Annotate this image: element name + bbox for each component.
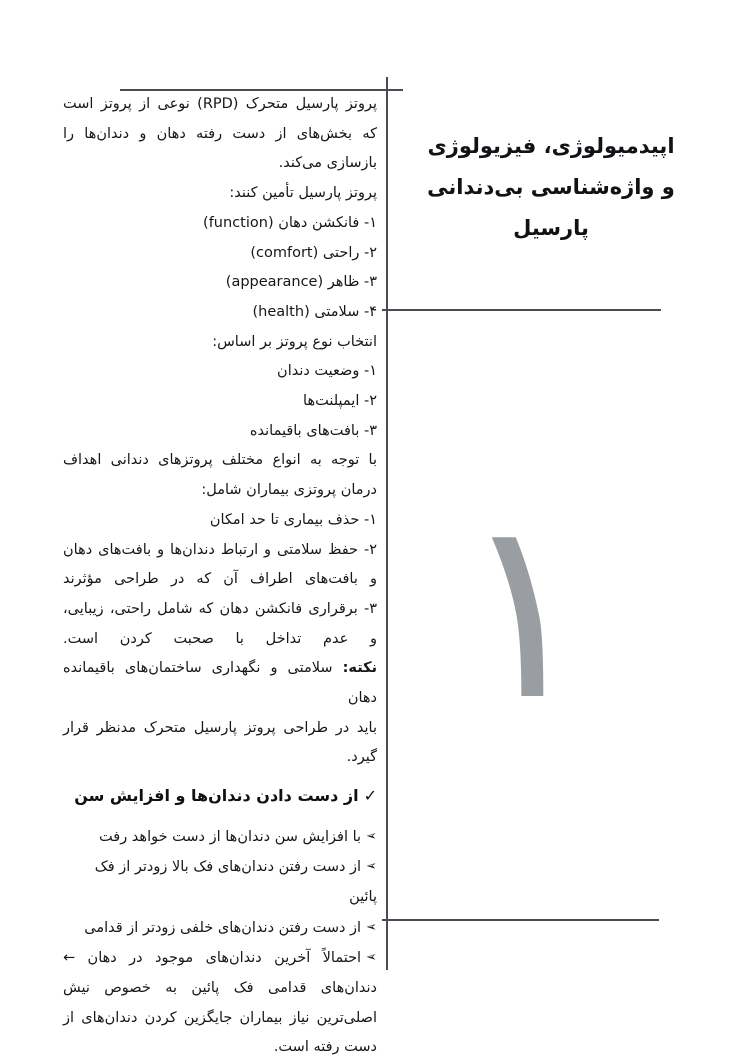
body-line: دست رفته است. bbox=[273, 1039, 377, 1056]
bullet-item bbox=[63, 943, 377, 974]
body-line: که بخش‌های از دست رفته دهان و دندان‌ها را bbox=[63, 125, 377, 142]
body-line: دندان‌های قدامی فک پائین به خصوص نیش bbox=[63, 979, 377, 996]
section-heading bbox=[63, 781, 377, 811]
bullet-text: با افزایش سن دندان‌ها از دست خواهد رفت bbox=[99, 828, 362, 845]
body-line: ۳- برقراری فانکشن دهان که شامل راحتی، زیبایی، bbox=[63, 600, 377, 617]
arrow-bullet-icon: ➢ bbox=[366, 919, 377, 935]
checkmark-icon: ✓ bbox=[363, 786, 377, 806]
right-bottom-rule bbox=[382, 919, 659, 921]
body-line: اصلی‌ترین نیاز بیماران جایگزین کردن دندان‌های از bbox=[63, 1009, 377, 1026]
note-label: نکته: bbox=[342, 660, 378, 677]
body-column bbox=[63, 90, 377, 1063]
chapter-number: ۱ bbox=[457, 464, 593, 755]
body-line: ۲- حفظ سلامتی و ارتباط دندان‌ها و بافت‌های دهان bbox=[63, 541, 377, 558]
section-heading-text: از دست دادن دندان‌ها و افزایش سن bbox=[74, 786, 359, 806]
chapter-title-line-1: اپیدمیولوژی، فیزیولوژی bbox=[427, 134, 675, 158]
vertical-divider-rule bbox=[386, 77, 388, 970]
arrow-bullet-icon: ➢ bbox=[366, 828, 377, 844]
bullet-item bbox=[63, 852, 377, 912]
bullet-text: از دست رفتن دندان‌های خلفی زودتر از قدامی bbox=[84, 919, 362, 936]
body-line: بازسازی می‌کند. bbox=[278, 155, 377, 172]
body-line: پروتز پارسیل متحرک (RPD) نوعی از پروتز است bbox=[63, 96, 377, 112]
bullet-text: از دست رفتن دندان‌های فک بالا زودتر از فک پائین bbox=[94, 859, 377, 905]
body-line: ۱- فانکشن دهان (function) bbox=[203, 214, 377, 231]
bullet-item bbox=[63, 913, 377, 944]
body-line: با توجه به انواع مختلف پروتزهای دندانی اهداف bbox=[63, 452, 377, 469]
bullet-item bbox=[63, 822, 377, 853]
body-line: پروتز پارسیل تأمین کنند: bbox=[229, 185, 377, 202]
body-line: و عدم تداخل با صحبت کردن است. bbox=[63, 630, 377, 647]
chapter-title-line-2: و واژه‌شناسی بی‌دندانی bbox=[427, 175, 675, 199]
body-line: ۴- سلامتی (health) bbox=[252, 303, 377, 320]
body-line: درمان پروتزی بیماران شامل: bbox=[201, 482, 377, 499]
body-line: ۳- بافت‌های باقیمانده bbox=[249, 422, 377, 439]
body-line: ۱- وضعیت دندان bbox=[277, 363, 377, 380]
body-line: ۳- ظاهر (appearance) bbox=[225, 274, 377, 291]
chapter-title bbox=[397, 126, 705, 249]
chapter-title-line-3: پارسیل bbox=[513, 216, 589, 240]
body-line: باید در طراحی پروتز پارسیل متحرک مدنظر قرار گیرد. bbox=[63, 719, 377, 766]
arrow-bullet-icon: ➢ bbox=[366, 859, 377, 875]
arrow-bullet-icon: ➢ bbox=[366, 950, 377, 966]
note-text: سلامتی و نگهداری ساختمان‌های باقیمانده دهان bbox=[63, 660, 377, 707]
body-line: و بافت‌های اطراف آن که در طراحی مؤثرند bbox=[63, 571, 377, 588]
body-line: ۲- راحتی (comfort) bbox=[250, 244, 377, 261]
body-line: انتخاب نوع پروتز بر اساس: bbox=[212, 333, 377, 350]
body-line: ۲- ایمپلنت‌ها bbox=[303, 393, 377, 410]
bullet-text: احتمالاً آخرین دندان‌های موجود در دهان ← bbox=[63, 950, 362, 967]
title-bottom-rule bbox=[382, 309, 661, 311]
note-line bbox=[63, 654, 377, 713]
body-line: ۱- حذف بیماری تا حد امکان bbox=[209, 511, 377, 528]
